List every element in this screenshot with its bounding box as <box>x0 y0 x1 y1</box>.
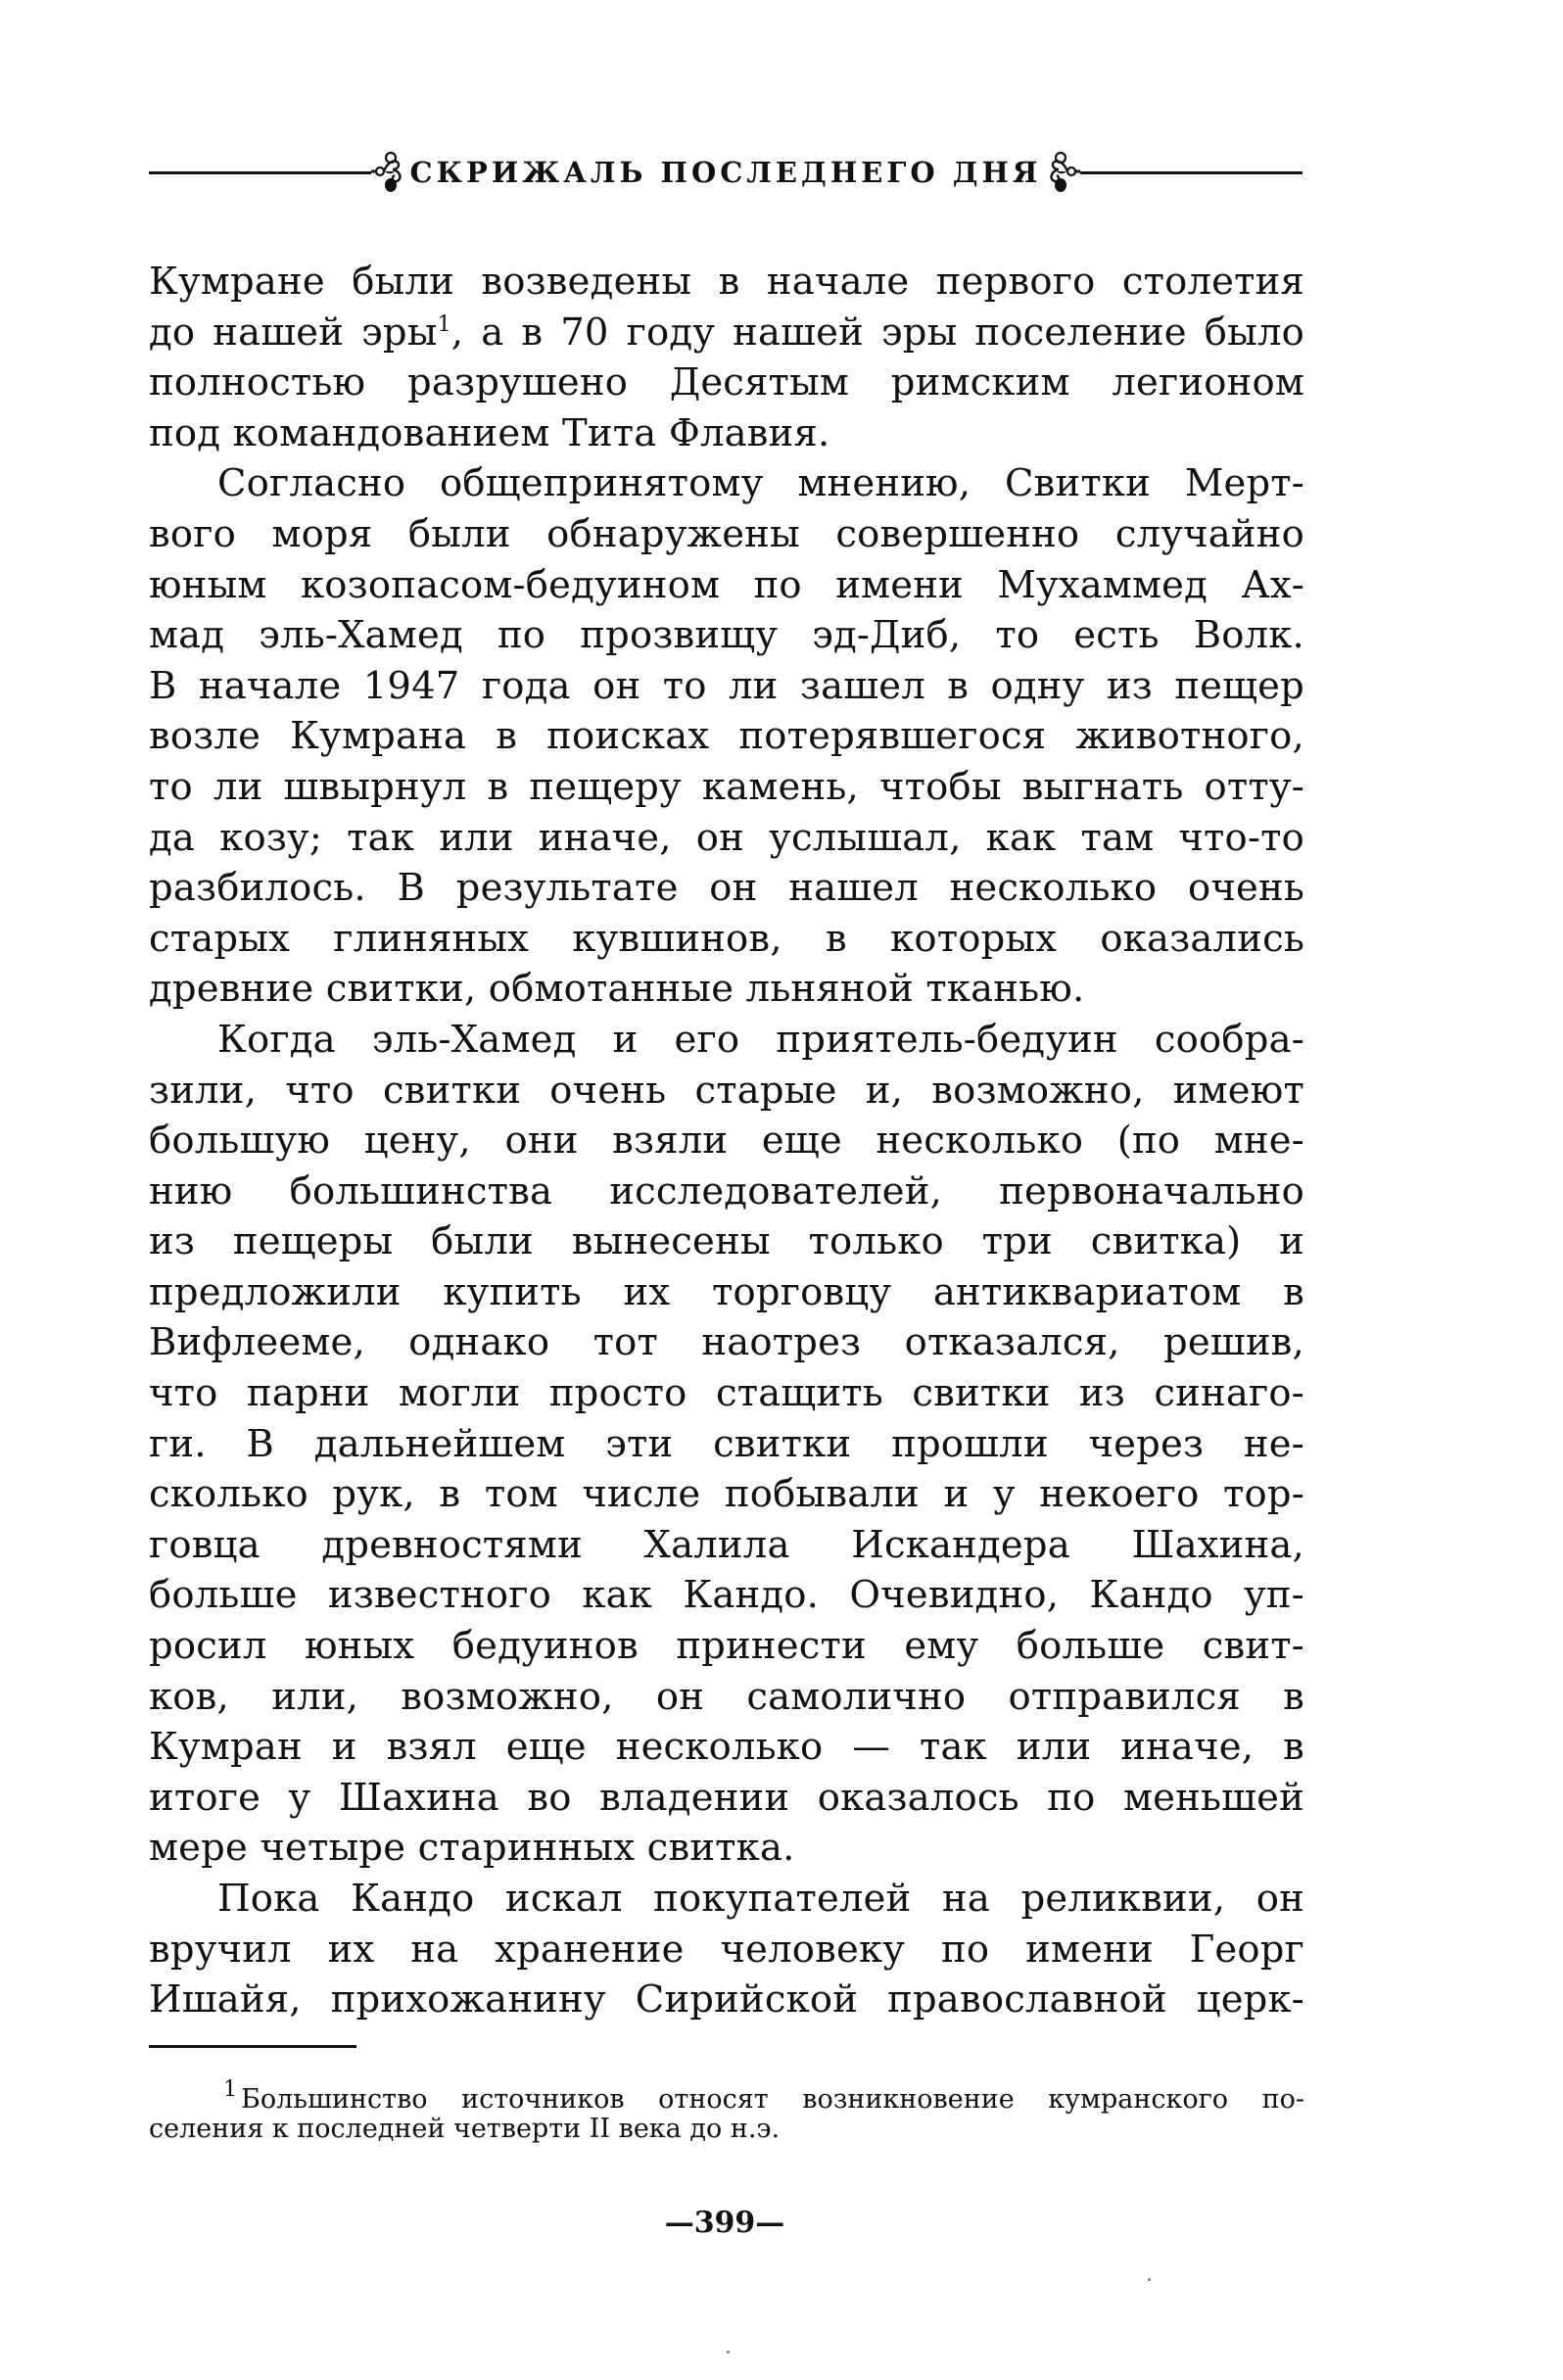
text-line: ги. В дальнейшем эти свитки прошли через не- <box>149 1421 1304 1466</box>
text-line: мере четыре старинных свитка. <box>149 1826 795 1871</box>
footnote-text: Большинство источников относят возникновение кумранского по- <box>241 2084 1304 2115</box>
footnote-separator <box>149 2045 356 2048</box>
text-line-with-footnote-ref <box>149 308 1304 358</box>
text-line: древние свитки, обмотанные льняной тканью. <box>149 967 1085 1012</box>
scan-speck <box>1148 2278 1151 2281</box>
text-line: Кумране были возведены в начале первого столетия <box>149 260 1304 304</box>
text-line: из пещеры были вынесены только три свитка) и <box>149 1219 1304 1264</box>
text-line: сколько рук, в том числе побывали и у некоего тор- <box>149 1472 1304 1517</box>
text-line: старых глиняных кувшинов, в которых оказались <box>149 916 1304 961</box>
running-head-rule-right <box>1080 171 1302 174</box>
text-fragment: до нашей эры <box>149 309 438 355</box>
text-line: вого моря были обнаружены совершенно случайно <box>149 511 1304 556</box>
running-head <box>149 145 1302 200</box>
text-line: разбилось. В результате он нашел несколько очень <box>149 866 1304 911</box>
footnote-line <box>149 2071 1304 2115</box>
paragraph <box>149 458 1304 1015</box>
running-head-title: СКРИЖАЛЬ ПОСЛЕДНЕГО ДНЯ <box>409 156 1042 189</box>
fleuron-icon <box>1047 150 1080 195</box>
text-line: В начале 1947 года он то ли зашел в одну из пещер <box>149 663 1304 708</box>
text-line: Вифлееме, однако тот наотрез отказался, решив, <box>149 1320 1304 1365</box>
text-line: юным козопасом-бедуином по имени Мухаммед Ах- <box>149 562 1304 607</box>
text-line: полностью разрушено Десятым римским легионом <box>149 360 1304 405</box>
paragraph <box>149 1015 1304 1874</box>
text-line: что парни могли просто стащить свитки из синаго- <box>149 1371 1304 1416</box>
text-line: Когда эль-Хамед и его приятель-бедуин сообра- <box>217 1017 1304 1062</box>
text-fragment: , а в 70 году нашей эры поселение было <box>450 309 1304 355</box>
text-line: говца древностями Халила Искандера Шахина, <box>149 1522 1304 1567</box>
running-head-rule-left <box>149 171 371 174</box>
page-number: —399— <box>664 2206 785 2240</box>
text-line: ков, или, возможно, он самолично отправился в <box>149 1674 1304 1719</box>
footnote-reference[interactable]: 1 <box>437 311 451 337</box>
text-line: под командованием Тита Флавия. <box>149 410 830 455</box>
text-line: Кумран и взял еще несколько — так или иначе, в <box>149 1725 1304 1770</box>
text-line: зили, что свитки очень старые и, возможно, имеют <box>149 1068 1304 1113</box>
text-line: большую цену, они взяли еще несколько (по мне- <box>149 1119 1304 1164</box>
scan-speck <box>727 2351 730 2354</box>
text-line: предложили купить их торговцу антиквариатом в <box>149 1269 1304 1314</box>
text-line: Согласно общепринятому мнению, Свитки Мерт- <box>217 461 1304 506</box>
paragraph <box>149 257 1304 458</box>
text-line: Ишайя, прихожанину Сирийской православной церк- <box>149 1977 1304 2023</box>
footnote-number: 1 <box>223 2077 237 2102</box>
text-line: возле Кумрана в поисках потерявшегося животного, <box>149 714 1304 759</box>
fleuron-icon <box>371 150 404 195</box>
footnote-line: селения к последней четверти II века до н.э. <box>149 2114 781 2144</box>
footnote <box>149 2071 1304 2149</box>
text-line: то ли швырнул в пещеру камень, чтобы выгнать отту- <box>149 764 1304 809</box>
text-line: да козу; так или иначе, он услышал, как там что-то <box>149 815 1304 860</box>
text-line: больше известного как Кандо. Очевидно, Кандо уп- <box>149 1573 1304 1618</box>
text-line: Пока Кандо искал покупателей на реликвии, он <box>217 1877 1304 1921</box>
body-text <box>149 257 1304 2025</box>
text-line: вручил их на хранение человеку по имени Георг <box>149 1927 1304 1972</box>
text-line: росил юных бедуинов принести ему больше свит- <box>149 1624 1304 1669</box>
text-line: итоге у Шахина во владении оказалось по меньшей <box>149 1775 1304 1820</box>
paragraph <box>149 1874 1304 2025</box>
text-line: нию большинства исследователей, первоначально <box>149 1168 1304 1214</box>
text-line: мад эль-Хамед по прозвищу эд-Диб, то есть Волк. <box>149 613 1304 658</box>
